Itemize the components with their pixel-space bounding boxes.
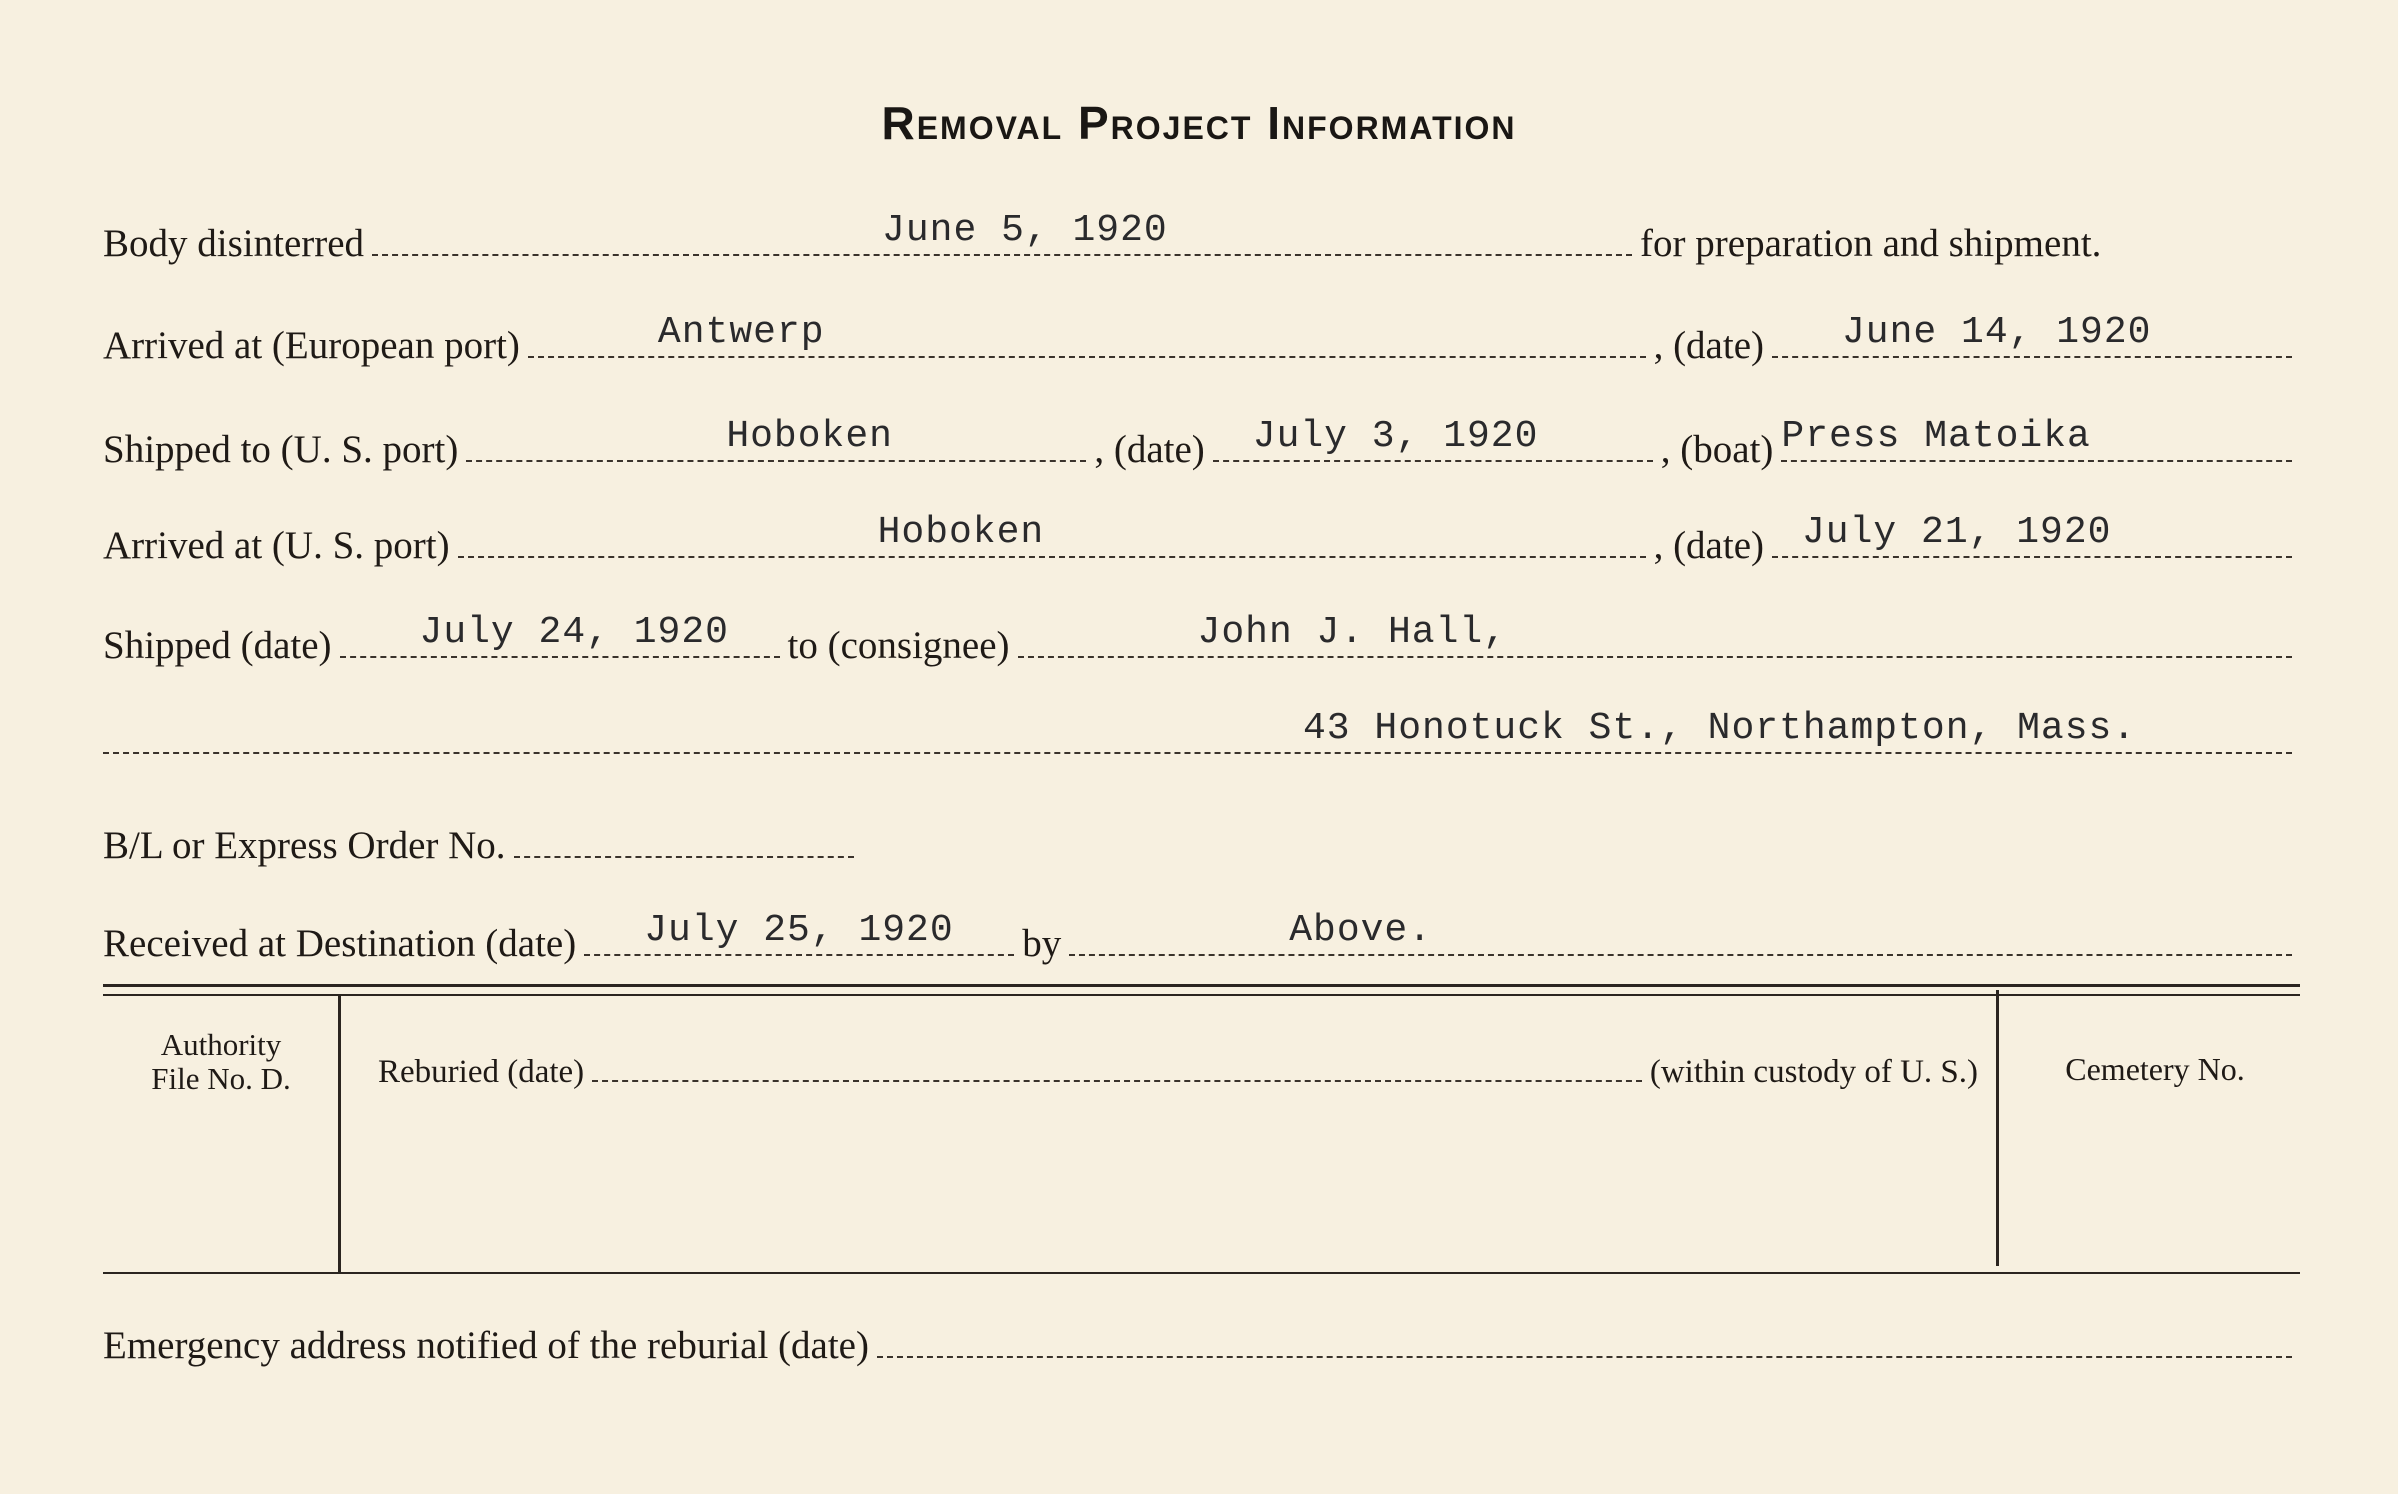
arrived-european-date-field[interactable] bbox=[1772, 311, 2292, 358]
european-port-value: Antwerp bbox=[657, 311, 825, 354]
emergency-date-field[interactable] bbox=[877, 1320, 2292, 1358]
us-port-field[interactable] bbox=[466, 415, 1086, 462]
bl-order-label: B/L or Express Order No. bbox=[103, 824, 506, 867]
shipped-us-date-field[interactable] bbox=[1213, 415, 1653, 462]
row-address bbox=[103, 707, 2300, 754]
received-label: Received at Destination (date) bbox=[103, 922, 577, 965]
consignee-field[interactable] bbox=[1018, 611, 2292, 658]
address-field[interactable] bbox=[103, 707, 2292, 754]
table-divider-right bbox=[1996, 990, 1999, 1266]
body-disinterred-label: Body disinterred bbox=[103, 222, 365, 265]
emergency-label: Emergency address notified of the reburial (date) bbox=[103, 1324, 869, 1367]
european-port-field[interactable] bbox=[528, 311, 1646, 358]
body-disinterred-field[interactable] bbox=[372, 209, 1632, 256]
shipped-date-value: July 24, 1920 bbox=[419, 611, 729, 654]
arrived-european-date-label: , (date) bbox=[1653, 324, 1764, 367]
row-emergency bbox=[103, 1320, 2300, 1368]
row-bl-order bbox=[103, 820, 2300, 868]
reburied-date-field[interactable] bbox=[592, 1050, 1642, 1082]
boat-field[interactable] bbox=[1781, 415, 2292, 462]
row-body-disinterred bbox=[103, 209, 2300, 266]
arrived-us-date-value: July 21, 1920 bbox=[1802, 511, 2112, 554]
received-date-field[interactable] bbox=[584, 909, 1014, 956]
authority-file-label bbox=[110, 1028, 332, 1096]
table-divider-left bbox=[338, 996, 341, 1272]
shipped-us-date-label: , (date) bbox=[1094, 428, 1205, 471]
address-value: 43 Honotuck St., Northampton, Mass. bbox=[1303, 707, 2137, 750]
us-port-value: Hoboken bbox=[726, 415, 893, 458]
boat-label: , (boat) bbox=[1660, 428, 1774, 471]
received-by-field[interactable] bbox=[1069, 909, 2292, 956]
shipped-us-date-value: July 3, 1920 bbox=[1252, 415, 1539, 458]
row-reburied bbox=[378, 1050, 1978, 1091]
custody-label: (within custody of U. S.) bbox=[1649, 1054, 1978, 1090]
row-shipped-us bbox=[103, 415, 2300, 472]
table-top-rule-inner bbox=[103, 994, 2300, 996]
arrived-european-date-value: June 14, 1920 bbox=[1842, 311, 2152, 354]
row-arrived-us bbox=[103, 511, 2300, 568]
arrived-us-date-label: , (date) bbox=[1653, 524, 1764, 567]
arrived-us-label: Arrived at (U. S. port) bbox=[103, 524, 450, 567]
table-bottom-rule bbox=[103, 1272, 2300, 1274]
body-disinterred-value: June 5, 1920 bbox=[882, 209, 1168, 252]
shipped-date-label: Shipped (date) bbox=[103, 624, 332, 667]
received-by-value: Above. bbox=[1289, 909, 1433, 952]
consignee-label: to (consignee) bbox=[787, 624, 1010, 667]
boat-value: Press Matoika bbox=[1781, 415, 2091, 458]
received-date-value: July 25, 1920 bbox=[644, 909, 954, 952]
arrived-us-port-field[interactable] bbox=[458, 511, 1646, 558]
shipped-us-label: Shipped to (U. S. port) bbox=[103, 428, 459, 471]
arrived-us-port-value: Hoboken bbox=[877, 511, 1045, 554]
row-received bbox=[103, 909, 2300, 966]
row-arrived-european bbox=[103, 311, 2300, 368]
shipped-date-field[interactable] bbox=[340, 611, 780, 658]
received-by-label: by bbox=[1022, 922, 1062, 965]
arrived-european-label: Arrived at (European port) bbox=[103, 324, 520, 367]
authority-label-line2: File No. D. bbox=[151, 1061, 291, 1096]
cemetery-no-label: Cemetery No. bbox=[2065, 1051, 2245, 1087]
authority-label-line1: Authority bbox=[160, 1027, 282, 1062]
bl-order-field[interactable] bbox=[514, 820, 854, 858]
reburied-label: Reburied (date) bbox=[378, 1054, 585, 1090]
shipment-suffix: for preparation and shipment. bbox=[1640, 222, 2102, 265]
table-top-rule bbox=[103, 984, 2300, 987]
arrived-us-date-field[interactable] bbox=[1772, 511, 2292, 558]
page-title: Removal Project Information bbox=[881, 97, 1517, 149]
row-shipped-date bbox=[103, 611, 2300, 668]
consignee-value: John J. Hall, bbox=[1197, 611, 1507, 654]
